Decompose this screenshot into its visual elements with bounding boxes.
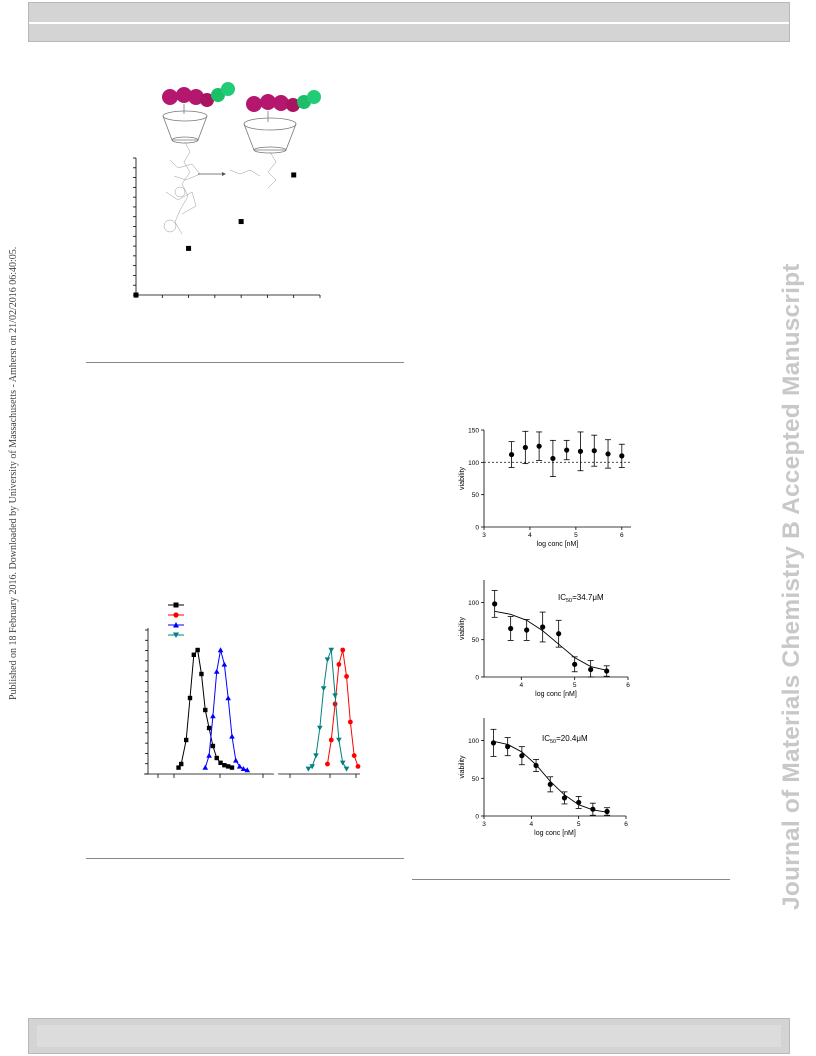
- y-tick-label: 100: [468, 738, 479, 746]
- data-point: [572, 662, 577, 667]
- data-point: [340, 761, 346, 766]
- data-point: [537, 444, 542, 449]
- figure1-axes: [133, 158, 320, 298]
- data-point: [540, 624, 545, 629]
- data-point: [317, 726, 323, 731]
- data-point: [348, 720, 353, 725]
- data-point: [203, 708, 207, 712]
- journal-header-bar: [28, 2, 790, 42]
- data-point: [328, 648, 334, 653]
- data-point: [604, 809, 609, 814]
- series-line: [205, 650, 247, 770]
- data-point: [206, 753, 212, 758]
- figure3a-chart: [438, 420, 638, 555]
- y-tick-label: 50: [471, 637, 479, 645]
- data-point: [508, 626, 513, 631]
- series-line: [308, 650, 346, 769]
- data-point: [491, 740, 496, 745]
- data-point: [562, 795, 567, 800]
- molecule-structure-left: [164, 142, 200, 234]
- figure1-divider: [86, 362, 404, 363]
- x-axis-label: log conc [nM]: [534, 830, 576, 837]
- series-line: [327, 650, 358, 766]
- watermark-text: Journal of Materials Chemistry B Accepted Manuscript: [778, 263, 805, 910]
- data-point: [548, 782, 553, 787]
- data-point: [218, 761, 222, 765]
- ic50-value: =34.7μM: [572, 593, 604, 602]
- ic50-annotation: [542, 734, 588, 745]
- data-point: [199, 672, 203, 676]
- y-axis-label: viability: [459, 755, 466, 779]
- data-point: [533, 763, 538, 768]
- data-point: [192, 653, 196, 657]
- data-point: [239, 219, 244, 224]
- data-point: [229, 734, 235, 739]
- y-tick-label: 150: [468, 427, 479, 435]
- y-tick-label: 0: [475, 813, 479, 821]
- bead: [307, 90, 321, 104]
- data-point: [186, 246, 191, 251]
- y-tick-label: 50: [471, 492, 479, 500]
- data-point: [332, 693, 338, 698]
- x-tick-label: 5: [576, 821, 581, 828]
- ic50-main: IC: [558, 593, 566, 602]
- data-point: [195, 648, 199, 652]
- data-point: [344, 674, 349, 679]
- data-point: [337, 662, 342, 667]
- figure2-histogram: [130, 590, 370, 790]
- y-axis-label: viability: [459, 467, 466, 490]
- data-point: [134, 293, 139, 298]
- data-point: [321, 686, 327, 691]
- bead-chain-left: [162, 82, 235, 107]
- data-point: [352, 753, 357, 758]
- data-point: [184, 738, 188, 742]
- data-point: [505, 744, 510, 749]
- header-stripe: [29, 22, 789, 24]
- data-point: [188, 696, 192, 700]
- data-point: [202, 765, 208, 770]
- publication-note-text: Published on 18 February 2016. Downloaded by University of Massachusetts - Amherst on 21/02/2016 06:40:05.: [8, 246, 19, 700]
- legend-swatch-blue: [168, 622, 184, 628]
- data-point: [519, 753, 524, 758]
- data-point: [214, 669, 220, 674]
- data-point: [291, 172, 296, 177]
- x-tick-label: 6: [624, 821, 628, 828]
- ic50-annotation: [558, 593, 604, 604]
- x-tick-label: 6: [626, 682, 630, 689]
- data-point: [237, 764, 243, 769]
- data-point: [218, 647, 224, 652]
- data-point: [313, 753, 319, 758]
- data-point: [340, 648, 345, 653]
- data-point: [605, 451, 610, 456]
- data-point: [523, 445, 528, 450]
- figure2-axes: [144, 628, 360, 778]
- data-point: [604, 668, 609, 673]
- cyclodextrin-cup-right: [244, 111, 296, 153]
- bead: [221, 82, 235, 96]
- data-point: [590, 807, 595, 812]
- y-tick-label: 100: [468, 599, 479, 607]
- data-point: [336, 738, 342, 743]
- x-axis-label: log conc [nM]: [535, 691, 577, 698]
- data-point: [356, 764, 361, 769]
- data-point: [333, 702, 338, 707]
- cyclodextrin-cup-left: [163, 104, 207, 143]
- data-point: [619, 453, 624, 458]
- data-point: [592, 448, 597, 453]
- figure1: [130, 80, 330, 302]
- ic50-main: IC: [542, 734, 550, 743]
- data-point: [588, 667, 593, 672]
- data-point: [492, 601, 497, 606]
- data-point: [179, 762, 183, 766]
- ic50-sub: 50: [566, 598, 573, 604]
- data-point: [325, 762, 330, 767]
- x-tick-label: 5: [572, 682, 577, 689]
- figure2-legend: [168, 603, 184, 639]
- x-tick-label: 4: [519, 682, 524, 689]
- data-point: [550, 456, 555, 461]
- data-point: [211, 744, 215, 748]
- data-point: [306, 767, 312, 772]
- y-tick-label: 100: [468, 459, 479, 467]
- data-point: [556, 631, 561, 636]
- figure3b-chart: [438, 580, 638, 705]
- data-point: [207, 726, 211, 730]
- journal-footer-bar: [28, 1018, 790, 1054]
- data-point: [329, 738, 334, 743]
- data-point: [215, 756, 219, 760]
- data-point: [578, 449, 583, 454]
- bead: [162, 89, 178, 105]
- data-point: [233, 758, 239, 763]
- y-tick-label: 0: [475, 524, 479, 532]
- x-tick-label: 4: [529, 821, 534, 828]
- y-tick-label: 50: [471, 775, 479, 783]
- data-point: [222, 662, 228, 667]
- ic50-value: =20.4μM: [556, 734, 588, 743]
- x-tick-label: 4: [528, 532, 532, 539]
- figure2-divider: [86, 858, 404, 859]
- legend-swatch-black: [168, 603, 184, 608]
- x-axis-label: log conc [nM]: [536, 541, 579, 548]
- figure3c-chart: [438, 718, 638, 848]
- y-axis-label: viability: [459, 617, 466, 640]
- data-point: [576, 800, 581, 805]
- bead: [246, 96, 262, 112]
- data-point: [509, 452, 514, 457]
- accepted-manuscript-watermark: [770, 145, 810, 915]
- publication-note: [4, 200, 24, 700]
- footer-inner: [37, 1025, 781, 1047]
- x-tick-label: 3: [482, 821, 486, 828]
- data-point: [230, 765, 234, 769]
- data-point: [210, 713, 216, 718]
- legend-swatch-red: [168, 612, 184, 617]
- data-point: [524, 627, 529, 632]
- ic50-sub: 50: [550, 739, 557, 745]
- x-tick-label: 6: [620, 532, 624, 539]
- x-tick-label: 3: [482, 532, 486, 539]
- molecule-structure-right: [230, 152, 276, 188]
- data-point: [344, 767, 350, 772]
- data-point: [226, 764, 230, 768]
- data-point: [564, 447, 569, 452]
- data-point: [222, 763, 226, 767]
- data-point: [225, 695, 231, 700]
- data-point: [325, 657, 331, 662]
- reaction-arrow: [198, 172, 226, 176]
- bead-chain-right: [246, 90, 321, 112]
- x-tick-label: 5: [574, 532, 578, 539]
- y-tick-label: 0: [475, 674, 479, 682]
- figure3-divider: [412, 879, 730, 880]
- legend-swatch-teal: [168, 633, 184, 639]
